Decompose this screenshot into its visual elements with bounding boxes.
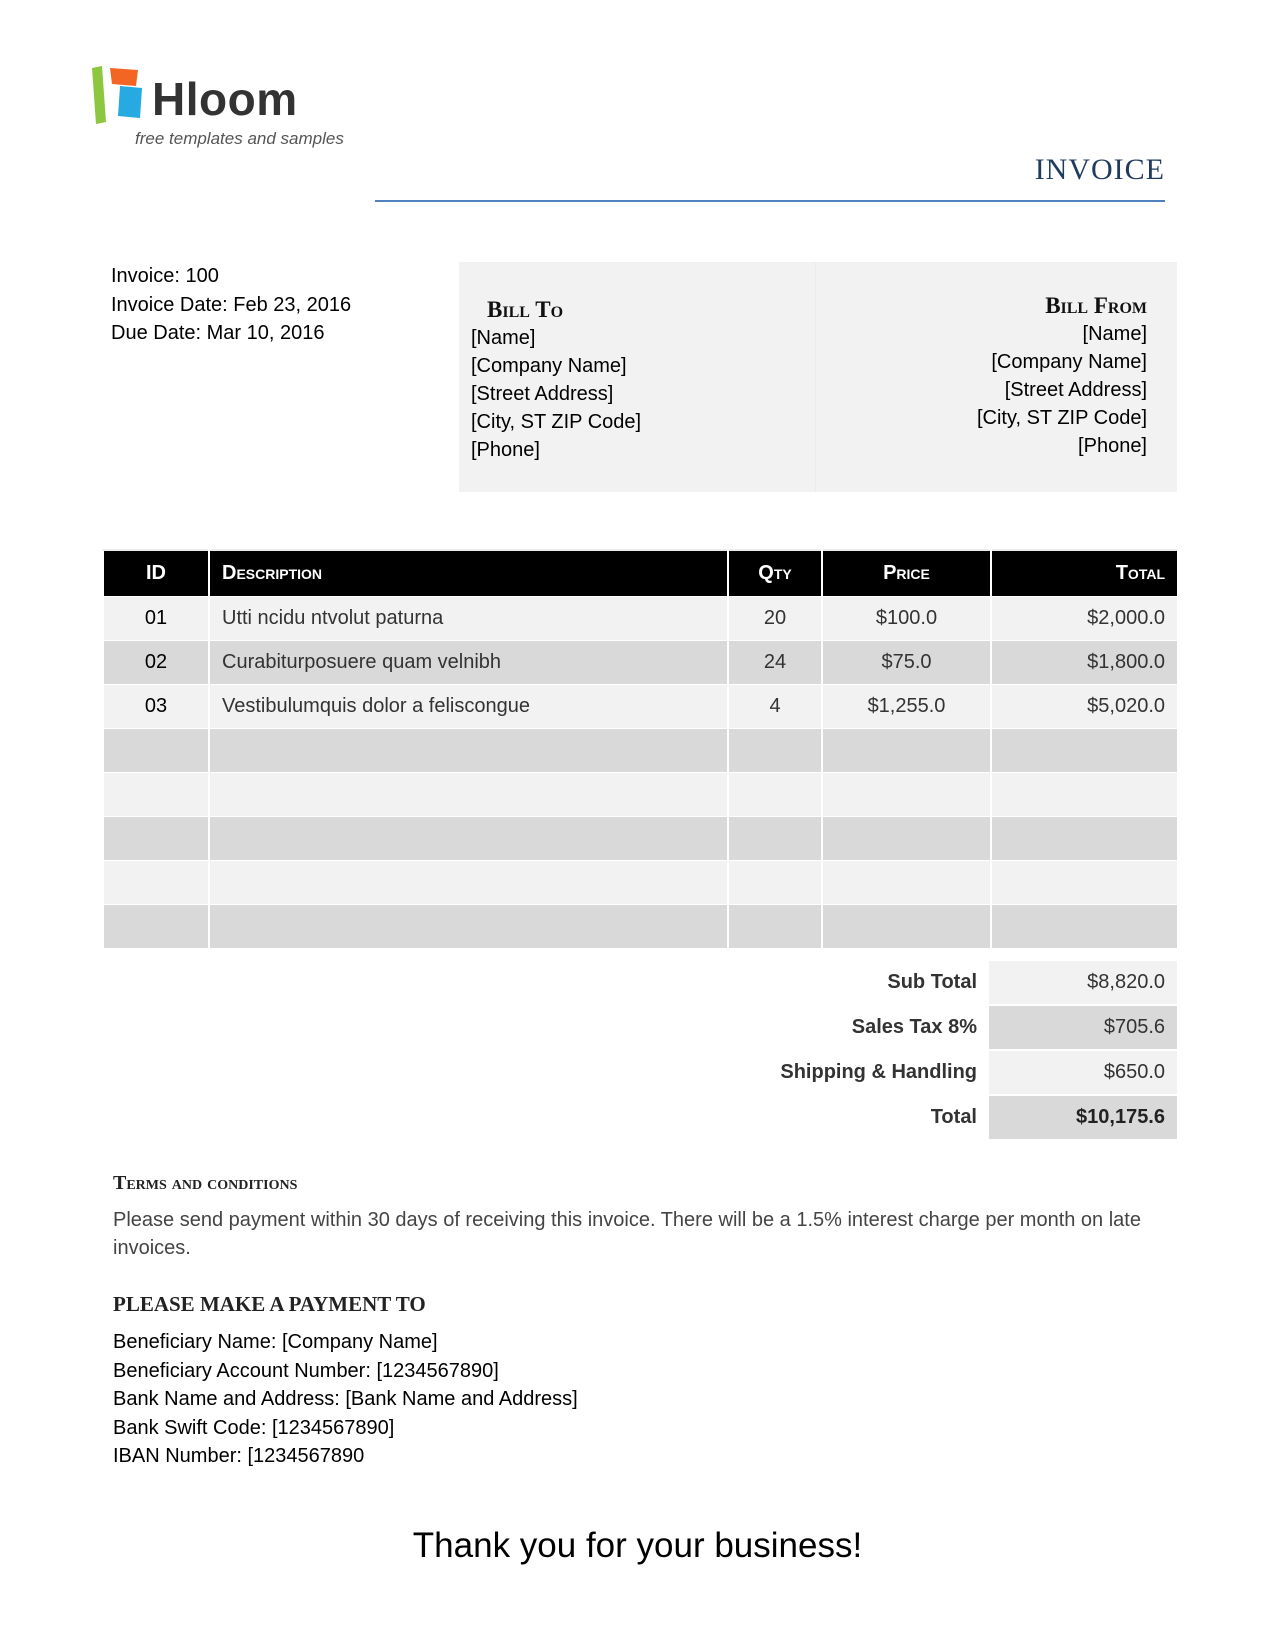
item-id: 01	[103, 597, 209, 641]
item-total	[991, 817, 1178, 861]
bill-from-street: [Street Address]	[1004, 379, 1147, 401]
item-description	[209, 861, 728, 905]
bank-swift-code: Bank Swift Code: [1234567890]	[113, 1416, 395, 1439]
invoice-meta	[111, 262, 351, 348]
subtotal-label: Sub Total	[600, 961, 989, 1005]
item-price: $75.0	[822, 641, 991, 685]
bill-to-phone: [Phone]	[471, 439, 540, 461]
invoice-date: Invoice Date: Feb 23, 2016	[111, 293, 352, 316]
item-price	[822, 729, 991, 773]
item-id	[103, 905, 209, 949]
item-description: Curabiturposuere quam velnibh	[209, 641, 728, 685]
tax-value: $705.6	[989, 1005, 1177, 1050]
terms-text: Please send payment within 30 days of receiving this invoice. There will be a 1.5% interest charge per month on late invoices.	[113, 1209, 1141, 1259]
tax-label: Sales Tax 8%	[600, 1005, 989, 1050]
logo-tagline: free templates and samples	[135, 129, 344, 148]
item-total	[991, 773, 1178, 817]
billing-divider	[815, 262, 816, 492]
table-row	[103, 905, 1178, 949]
bill-from-name: [Name]	[1082, 323, 1147, 345]
grand-total-row	[600, 1095, 1177, 1140]
item-total: $2,000.0	[991, 597, 1178, 641]
item-description: Utti ncidu ntvolut paturna	[209, 597, 728, 641]
item-qty: 4	[728, 685, 822, 729]
tax-row	[600, 1005, 1177, 1050]
iban-number: IBAN Number: [1234567890	[113, 1445, 365, 1467]
item-total: $5,020.0	[991, 685, 1178, 729]
table-row	[103, 861, 1178, 905]
item-qty: 20	[728, 597, 822, 641]
document-title: INVOICE	[1034, 153, 1165, 186]
item-qty	[728, 773, 822, 817]
due-date: Due Date: Mar 10, 2016	[111, 322, 325, 344]
hloom-logo-icon	[90, 66, 148, 126]
table-row	[103, 597, 1178, 641]
item-id	[103, 861, 209, 905]
bill-to-block	[471, 296, 641, 464]
beneficiary-name: Beneficiary Name: [Company Name]	[113, 1331, 438, 1353]
item-price	[822, 817, 991, 861]
bill-from-title: Bill From	[1045, 293, 1147, 318]
item-id: 03	[103, 685, 209, 729]
table-row	[103, 817, 1178, 861]
item-description: Vestibulumquis dolor a feliscongue	[209, 685, 728, 729]
heading-divider	[375, 200, 1165, 202]
table-row	[103, 685, 1178, 729]
item-qty	[728, 861, 822, 905]
line-items-table	[102, 549, 1179, 949]
column-header-description: Description	[209, 550, 728, 597]
item-price: $1,255.0	[822, 685, 991, 729]
logo-wordmark: Hloom	[152, 73, 298, 125]
item-price	[822, 905, 991, 949]
column-header-qty: Qty	[728, 550, 822, 597]
hloom-logo	[90, 66, 370, 156]
bill-from-block	[977, 292, 1147, 460]
item-total	[991, 861, 1178, 905]
bill-to-name: [Name]	[471, 327, 536, 349]
item-total	[991, 905, 1178, 949]
bill-from-city: [City, ST ZIP Code]	[976, 407, 1147, 429]
item-qty	[728, 729, 822, 773]
thank-you-message: Thank you for your business!	[412, 1526, 863, 1565]
item-id	[103, 773, 209, 817]
shipping-row	[600, 1050, 1177, 1095]
item-price: $100.0	[822, 597, 991, 641]
table-row	[103, 641, 1178, 685]
bill-to-street: [Street Address]	[471, 383, 614, 405]
grand-total-value: $10,175.6	[989, 1095, 1177, 1140]
column-header-total: Total	[991, 550, 1178, 597]
table-header-row	[103, 550, 1178, 597]
item-description	[209, 817, 728, 861]
item-total: $1,800.0	[991, 641, 1178, 685]
item-description	[209, 905, 728, 949]
grand-total-label: Total	[600, 1095, 989, 1140]
payment-title: PLEASE MAKE A PAYMENT TO	[113, 1292, 426, 1316]
subtotal-value: $8,820.0	[989, 961, 1177, 1005]
bill-to-city: [City, ST ZIP Code]	[471, 411, 642, 433]
item-id	[103, 817, 209, 861]
bank-name-address: Bank Name and Address: [Bank Name and Address]	[113, 1388, 578, 1410]
beneficiary-account: Beneficiary Account Number: [1234567890]	[113, 1359, 499, 1382]
bill-from-phone: [Phone]	[1078, 435, 1147, 457]
invoice-number: Invoice: 100	[111, 265, 219, 287]
item-qty: 24	[728, 641, 822, 685]
item-description	[209, 729, 728, 773]
table-row	[103, 773, 1178, 817]
table-row	[103, 729, 1178, 773]
bill-to-company: [Company Name]	[471, 355, 627, 377]
payment-details	[113, 1328, 578, 1471]
column-header-price: Price	[822, 550, 991, 597]
item-id	[103, 729, 209, 773]
item-id: 02	[103, 641, 209, 685]
item-qty	[728, 905, 822, 949]
bill-from-company: [Company Name]	[991, 351, 1147, 373]
bill-to-title: Bill To	[487, 297, 564, 322]
item-price	[822, 773, 991, 817]
item-qty	[728, 817, 822, 861]
column-header-id: ID	[103, 550, 209, 597]
shipping-label: Shipping & Handling	[600, 1050, 989, 1095]
item-total	[991, 729, 1178, 773]
totals-table	[600, 961, 1177, 1141]
terms-title: Terms and conditions	[113, 1172, 298, 1194]
shipping-value: $650.0	[989, 1050, 1177, 1095]
item-description	[209, 773, 728, 817]
item-price	[822, 861, 991, 905]
billing-panel	[459, 262, 1177, 492]
subtotal-row	[600, 961, 1177, 1005]
